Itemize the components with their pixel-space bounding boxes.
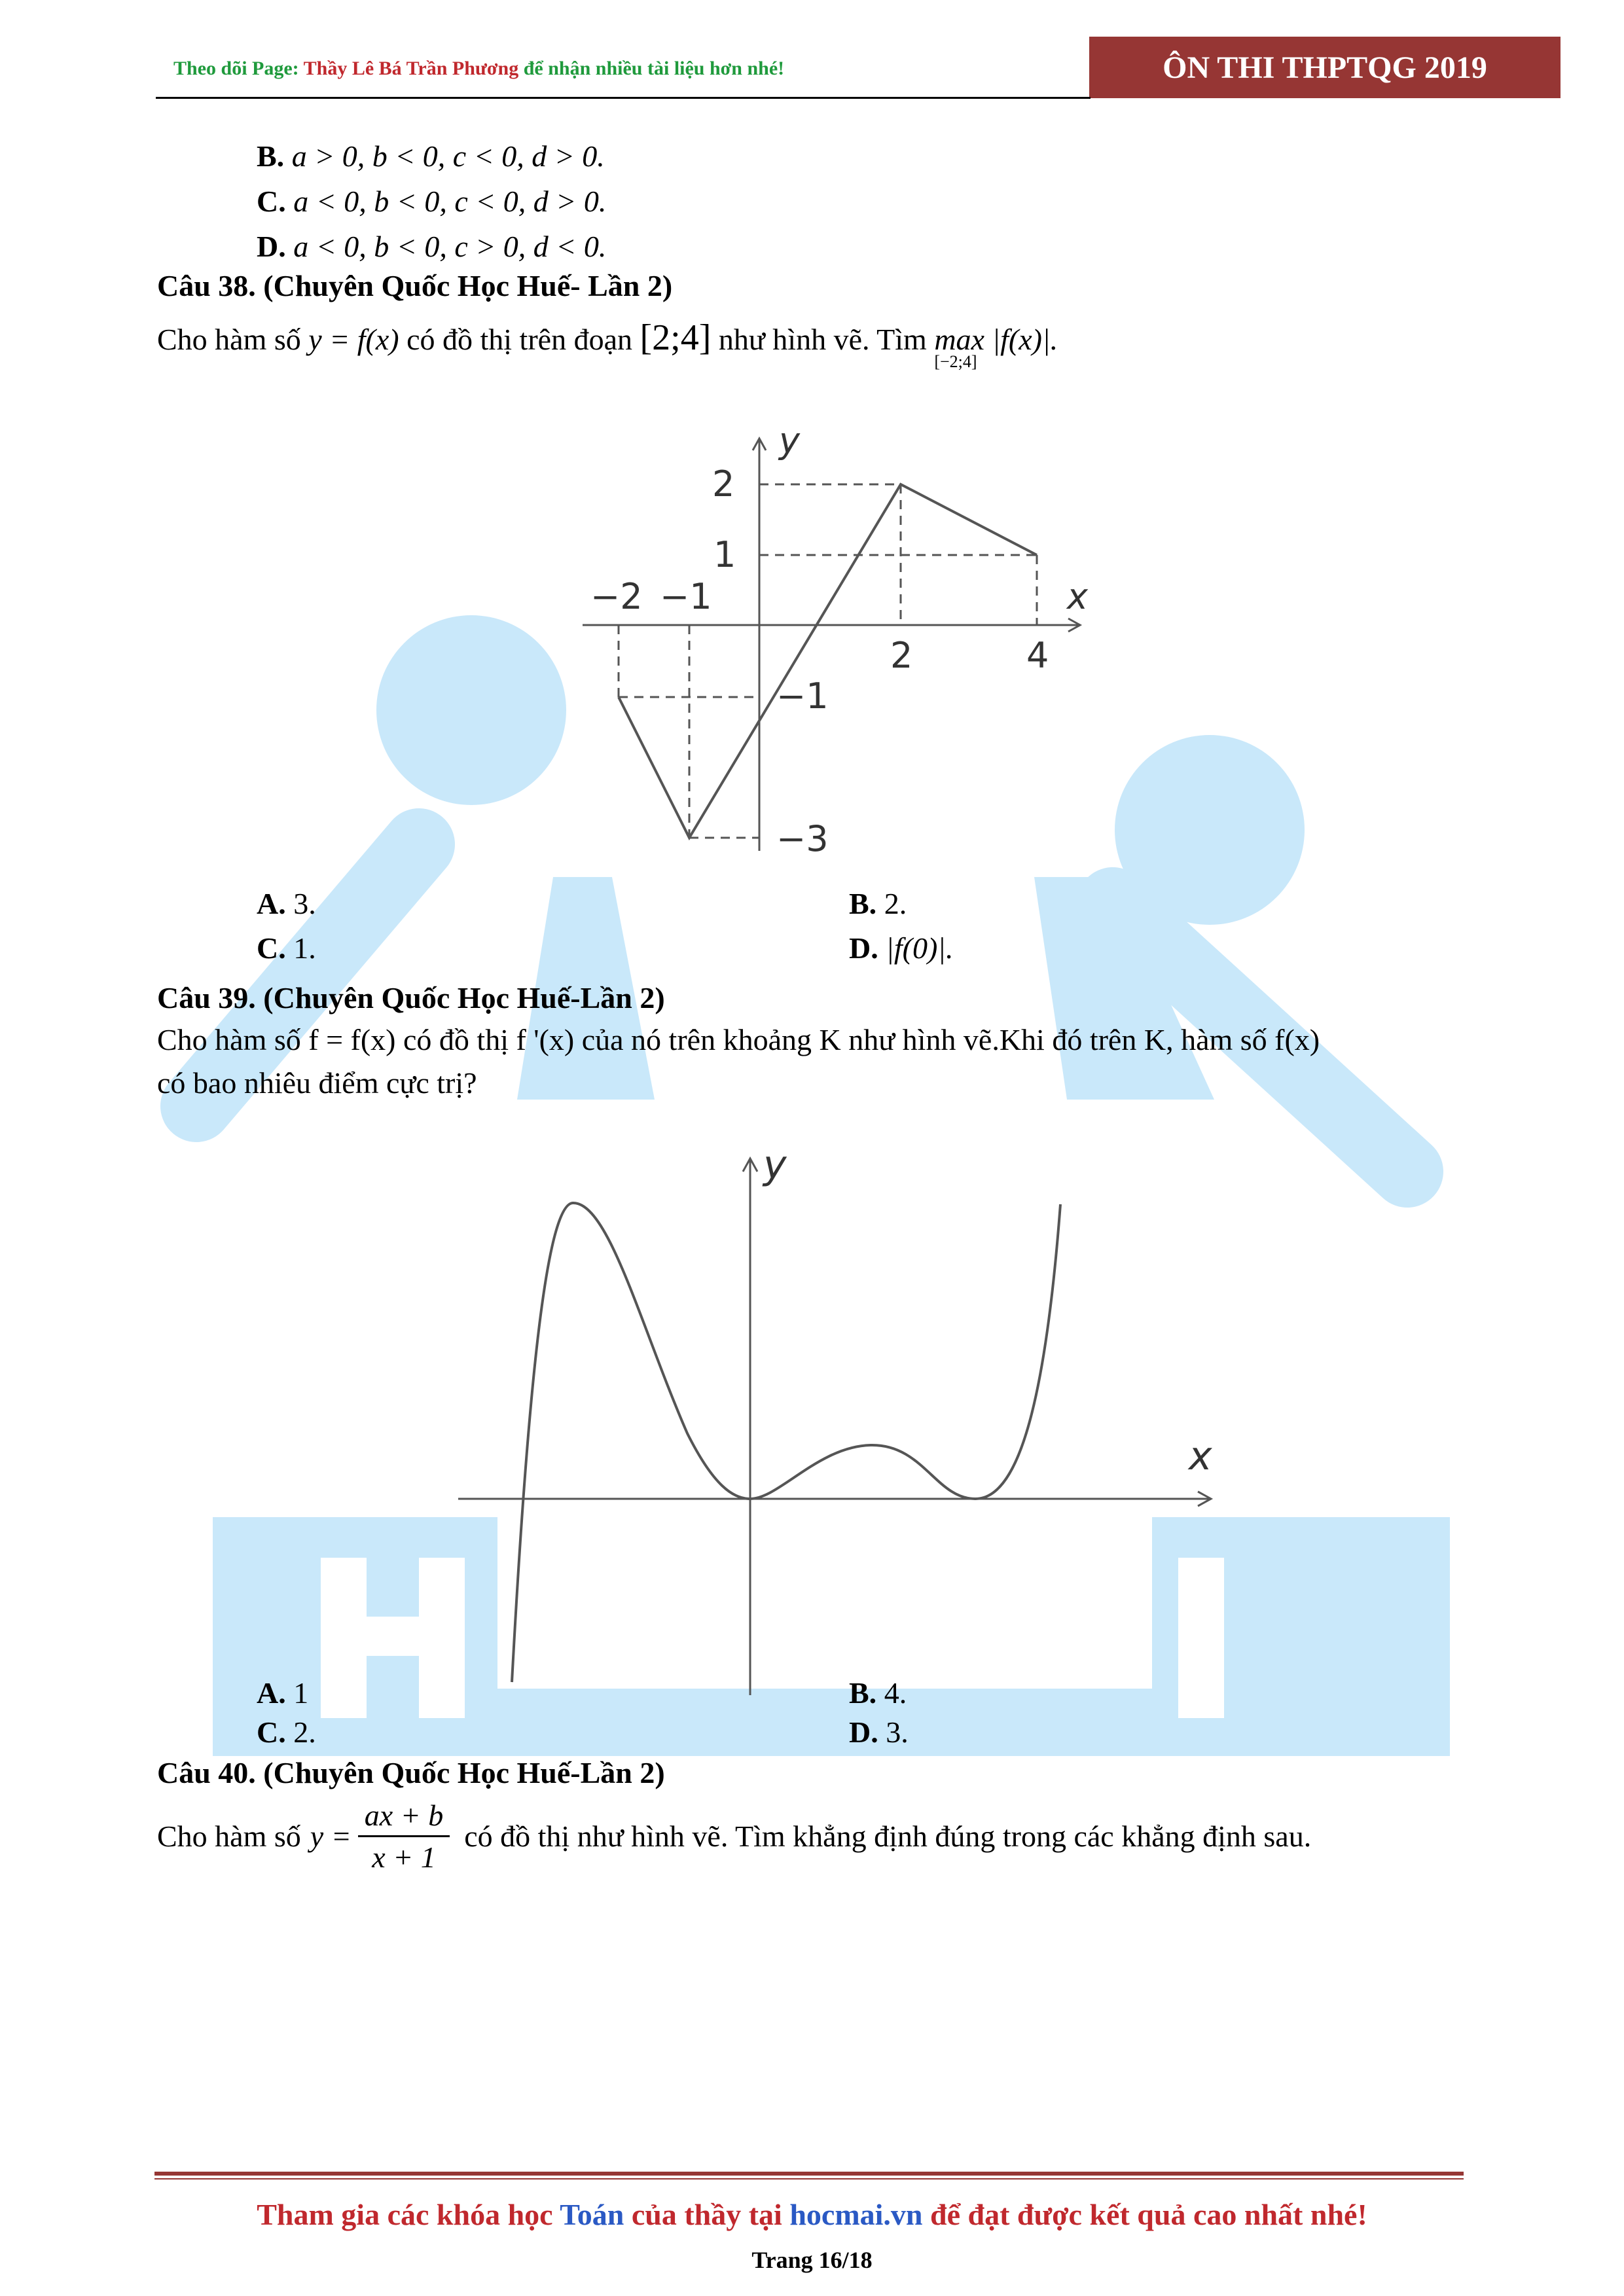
option-label: B. (849, 887, 877, 920)
option-label: B. (849, 1676, 877, 1710)
max-word: max (934, 323, 984, 356)
option-text: 2. (293, 1715, 316, 1749)
page-number: Trang 16/18 (751, 2247, 873, 2273)
footer-subject: Toán (560, 2198, 624, 2231)
q39-stem-line2: có bao nhiêu điểm cực trị? (157, 1066, 477, 1100)
footer-text: của thầy tại (631, 2198, 782, 2231)
q38-option-d[interactable] (849, 933, 953, 963)
header-page-link[interactable]: Thầy Lê Bá Trần Phương (303, 58, 519, 79)
stem-text: Cho hàm số (157, 1819, 301, 1853)
option-label: C. (257, 185, 286, 218)
footer-cta (0, 2197, 1624, 2232)
option-text: 2. (884, 887, 907, 920)
footer-rule-thin (154, 2178, 1464, 2179)
option-text: 4. (884, 1676, 907, 1710)
q39-title: Câu 39. (Chuyên Quốc Học Huế-Lần 2) (157, 981, 665, 1014)
footer-rule-thick (154, 2172, 1464, 2176)
q40-stem (157, 1793, 1311, 1878)
option-text: 3. (293, 887, 316, 920)
option-label: A. (257, 887, 286, 920)
interval-expr: [2;4] (640, 317, 712, 358)
tick-xm2: −2 (590, 576, 643, 617)
q39-option-c[interactable] (257, 1717, 316, 1748)
q40-title: Câu 40. (Chuyên Quốc Học Huế-Lần 2) (157, 1756, 665, 1789)
option-label: D. (849, 1715, 878, 1749)
footer-text: Tham gia các khóa học (257, 2198, 553, 2231)
option-text: a > 0, b < 0, c < 0, d > 0. (291, 139, 605, 173)
fraction-numerator: ax + b (364, 1798, 444, 1832)
tick-ym3: −3 (776, 818, 829, 859)
option-label: A. (257, 1676, 286, 1710)
graph-background (497, 1172, 1152, 1689)
function-expr: y = f(x) (308, 323, 399, 356)
q39-option-a[interactable] (257, 1678, 308, 1708)
max-expr: |f(x)|. (992, 323, 1058, 356)
option-text: a < 0, b < 0, c > 0, d < 0. (293, 230, 607, 263)
stem-text: Cho hàm số (157, 323, 301, 356)
header-badge: ÔN THI THPTQG 2019 (1089, 37, 1561, 98)
y-equals: y = (310, 1819, 352, 1853)
option-label: D. (257, 230, 286, 263)
function-curve (619, 484, 1037, 838)
q39-option-d[interactable] (849, 1717, 909, 1748)
axis-label-x: x (1189, 1433, 1212, 1479)
q38-option-a[interactable] (257, 889, 316, 919)
option-label: C. (257, 1715, 286, 1749)
q39-stem-line1: Cho hàm số f = f(x) có đồ thị f '(x) của nó trên khoảng K như hình vẽ.Khi đó trên K, hàm số f(x) (157, 1023, 1320, 1056)
fraction-denominator: x + 1 (372, 1840, 436, 1874)
option-text: a < 0, b < 0, c < 0, d > 0. (293, 185, 607, 218)
axis-label-x: x (1067, 576, 1088, 617)
tick-x4: 4 (1026, 635, 1049, 676)
tick-xm1: −1 (660, 576, 712, 617)
stem-text: có đồ thị trên đoạn (406, 323, 632, 356)
max-operator (934, 323, 984, 371)
option-text: 1. (293, 931, 316, 965)
q39-graph (452, 1132, 1276, 1721)
tick-ym1: −1 (776, 675, 829, 717)
option-text: 3. (886, 1715, 909, 1749)
header-rule (156, 97, 1091, 99)
q38-option-c[interactable] (257, 933, 316, 963)
q37-option-b (257, 141, 605, 171)
q38-option-b[interactable] (849, 889, 907, 919)
axis-label-y: y (779, 420, 800, 461)
header-prefix: Theo dõi Page: (173, 58, 299, 79)
q38-stem (157, 317, 1058, 371)
q39-option-b[interactable] (849, 1678, 907, 1708)
q37-option-c (257, 187, 606, 217)
fraction (358, 1798, 450, 1874)
option-label: D. (849, 931, 878, 965)
footer-site-link[interactable]: hocmai.vn (789, 2198, 923, 2231)
header-suffix: để nhận nhiều tài liệu hơn nhé! (523, 58, 785, 79)
stem-text: có đồ thị như hình vẽ. Tìm khẳng định đúng trong các khẳng định sau. (464, 1819, 1312, 1853)
q38-title: Câu 38. (Chuyên Quốc Học Huế- Lần 2) (157, 269, 673, 302)
header-tagline (173, 58, 784, 80)
footer-text: để đạt được kết quả cao nhất nhé! (930, 2198, 1367, 2231)
axis-label-y: y (763, 1142, 787, 1188)
max-subscript: [−2;4] (934, 352, 977, 371)
stem-text: như hình vẽ. Tìm (718, 323, 927, 356)
q38-graph (563, 419, 1100, 864)
option-text: 1 (293, 1676, 309, 1710)
tick-x2: 2 (890, 635, 913, 676)
tick-y1: 1 (713, 534, 736, 575)
option-label: C. (257, 931, 286, 965)
option-text: |f(0)|. (886, 931, 954, 965)
tick-y2: 2 (712, 463, 735, 505)
option-label: B. (257, 139, 285, 173)
q37-option-d (257, 232, 606, 262)
